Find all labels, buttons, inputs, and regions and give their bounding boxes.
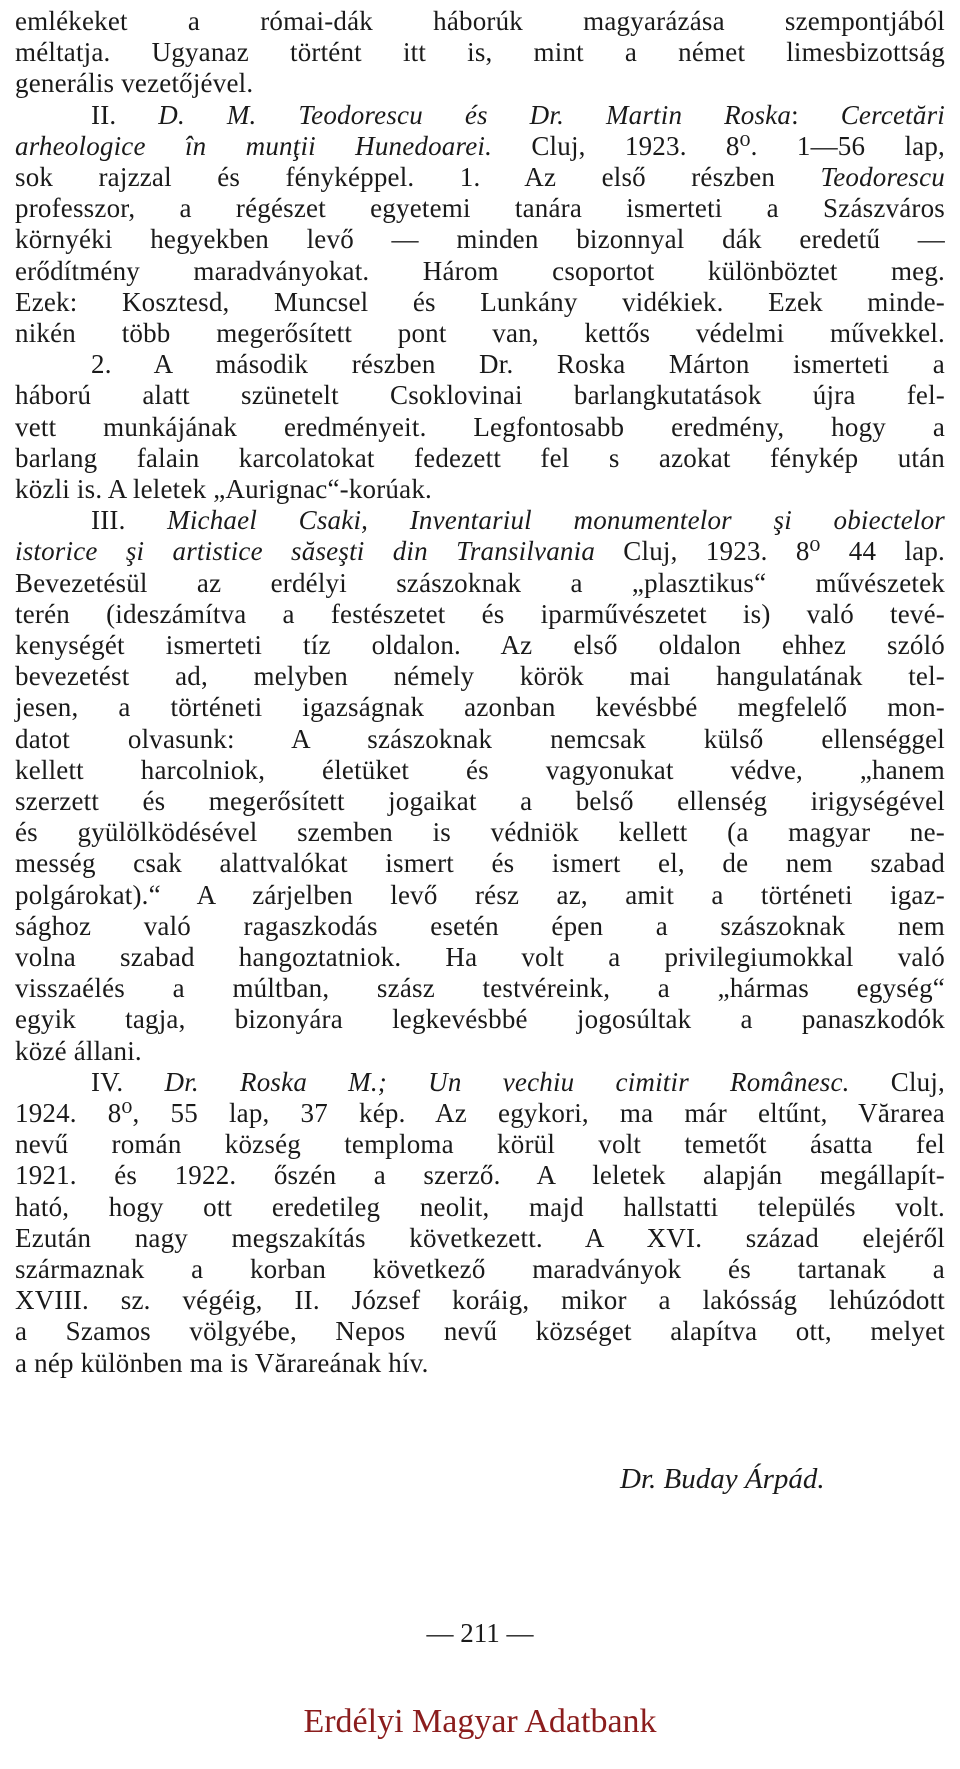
text-line — [15, 753, 945, 787]
text-line — [15, 254, 945, 288]
text-segment: egyik tagja, bizonyára legkevésbbé jogosúltak a panaszkodók — [15, 1004, 945, 1035]
text-line — [15, 534, 945, 568]
text-line — [15, 347, 945, 381]
text-line — [15, 1034, 945, 1068]
text-line — [15, 35, 945, 69]
text-segment: sok rajzzal és fényképpel. 1. Az első részben — [15, 162, 821, 192]
text-segment: 1921. és 1922. őszén a szerző. A leletek alapján megállapít- — [15, 1160, 945, 1191]
text-segment: nevű román község temploma körül volt temetőt ásatta fel — [15, 1129, 945, 1160]
text-line — [15, 1127, 945, 1161]
text-segment: datot olvasunk: A szászoknak nemcsak külső ellenséggel — [15, 723, 945, 754]
text-segment: Dr. Roska M.; Un vechiu cimitir Românesc. — [164, 1066, 850, 1097]
text-line — [15, 1283, 945, 1317]
text-line — [15, 1158, 945, 1192]
text-segment: nikén több megerősített pont van, kettős védelmi művekkel. — [15, 318, 945, 348]
text-segment: messég csak alattvalókat ismert és ismert el, de nem szabad — [15, 848, 945, 879]
text-segment: Bevezetésül az erdélyi szászoknak a „plasztikus“ művészetek — [15, 567, 945, 598]
text-line — [15, 66, 945, 100]
text-segment: Cluj, 1923. 8⁰ 44 lap. — [595, 536, 945, 567]
text-segment: sághoz való ragaszkodás esetén épen a szászoknak nem — [15, 910, 945, 941]
text-segment: II. — [91, 99, 159, 130]
text-segment: Cercetări — [840, 99, 945, 130]
text-line — [15, 597, 945, 631]
text-segment: Michael Csaki, Inventariul monumentelor şi obiectelor — [167, 505, 945, 536]
text-line — [15, 1346, 945, 1380]
text-line — [15, 628, 945, 662]
text-line — [15, 940, 945, 974]
text-segment: 1924. 8⁰, 55 lap, 37 kép. Az egykori, ma már eltűnt, Vărarea — [15, 1098, 945, 1128]
text-segment: generális vezetőjével. — [15, 68, 254, 99]
page-number: — 211 — — [426, 1618, 534, 1648]
text-line — [15, 566, 945, 600]
text-line — [15, 1252, 945, 1286]
text-segment: származnak a korban következő maradványok és tartanak a — [15, 1254, 945, 1284]
text-segment: a Szamos völgyébe, Nepos nevű községet alapítva ott, melyet — [15, 1316, 945, 1347]
text-segment: Ezután nagy megszakítás következett. A XVI. század elejéről — [15, 1222, 945, 1253]
text-segment: Ezek: Kosztesd, Muncsel és Lunkány vidékiek. Ezek minde- — [15, 286, 945, 317]
text-segment: környéki hegyekben levő — minden bizonnyal dák eredetű — — [15, 224, 945, 255]
text-segment: a nép különben ma is Vărareának hív. — [15, 1347, 429, 1378]
text-segment: közli is. A leletek „Aurignac“-korúak. — [15, 474, 432, 504]
text-segment: háború alatt szünetelt Csoklovinai barlangkutatások újra fel- — [15, 380, 945, 411]
text-line — [15, 1221, 945, 1255]
text-line — [15, 1002, 945, 1036]
text-line — [15, 1190, 945, 1224]
text-line — [15, 378, 945, 412]
text-segment: szerzett és megerősített jogaikat a belső ellenség irigységével — [15, 786, 945, 816]
text-segment: XVIII. sz. végéig, II. József koráig, mikor a lakósság lehúzódott — [15, 1285, 945, 1316]
text-segment: terén (ideszámítva a festészetet és iparművészetet is) való tevé- — [15, 598, 945, 629]
text-segment: erődítmény maradványokat. Három csoportot különböztet meg. — [15, 255, 945, 286]
text-segment: : — [791, 99, 841, 130]
text-segment: vett munkájának eredményeit. Legfontosabb eredmény, hogy a — [15, 411, 945, 442]
text-line — [15, 222, 945, 256]
text-line — [15, 878, 945, 912]
text-line — [15, 1314, 945, 1348]
text-segment: arheologice în munţii Hunedoarei. — [15, 130, 493, 161]
text-line — [15, 441, 945, 475]
text-segment: Cluj, — [849, 1066, 945, 1097]
text-line — [15, 285, 945, 319]
text-line — [15, 316, 945, 350]
text-line — [15, 971, 945, 1005]
text-segment: volna szabad hangoztatniok. Ha volt a privilegiumokkal való — [15, 942, 945, 972]
text-line — [15, 160, 945, 194]
text-segment: emlékeket a római-dák háborúk magyarázása szempontjából — [15, 6, 945, 36]
text-line — [15, 815, 945, 849]
text-segment: méltatja. Ugyanaz történt itt is, mint a német limesbizottság — [15, 37, 945, 68]
text-line — [15, 129, 945, 163]
text-line — [15, 909, 945, 943]
text-segment: közé állani. — [15, 1035, 142, 1066]
text-segment: IV. — [91, 1066, 165, 1097]
text-line — [15, 784, 945, 818]
text-segment: és gyülölködésével szemben is védniök kellett (a magyar ne- — [15, 817, 945, 848]
text-line — [15, 722, 945, 756]
text-segment: bevezetést ad, melyben némely körök mai hangulatának tel- — [15, 661, 945, 692]
text-segment: kellett harcolniok, életüket és vagyonukat védve, „hanem — [15, 754, 945, 785]
text-line — [15, 191, 945, 225]
text-line — [15, 4, 945, 38]
text-line — [15, 1065, 945, 1099]
text-segment: D. M. Teodorescu és Dr. Martin Roska — [158, 99, 792, 130]
text-segment: jesen, a történeti igazságnak azonban kevésbbé megfelelő mon- — [15, 692, 945, 723]
text-line — [15, 410, 945, 444]
text-segment: polgárokat).“ A zárjelben levő rész az, amit a történeti igaz- — [15, 879, 945, 910]
text-segment: visszaélés a múltban, szász testvéreink, a „hármas egység“ — [15, 973, 945, 1004]
text-segment: III. — [91, 505, 168, 536]
text-line — [15, 1096, 945, 1130]
text-line — [15, 690, 945, 724]
text-line — [15, 846, 945, 880]
text-segment: kenységét ismerteti tíz oldalon. Az első oldalon ehhez szóló — [15, 630, 945, 660]
text-segment: Cluj, 1923. 8⁰. 1—56 lap, — [492, 130, 945, 161]
text-segment: 2. A második részben Dr. Roska Márton ismerteti a — [91, 349, 945, 380]
text-line — [15, 98, 945, 132]
text-line — [15, 472, 945, 506]
text-segment: Teodorescu — [820, 162, 945, 192]
text-line — [15, 503, 945, 537]
text-line — [15, 659, 945, 693]
text-segment: professzor, a régészet egyetemi tanára ismerteti a Szászváros — [15, 193, 945, 224]
author-signature: Dr. Buday Árpád. — [620, 1463, 825, 1495]
text-segment: barlang falain karcolatokat fedezett fel s azokat fénykép után — [15, 442, 945, 473]
source-footer: Erdélyi Magyar Adatbank — [303, 1703, 657, 1740]
text-segment: ható, hogy ott eredetileg neolit, majd hallstatti település volt. — [15, 1191, 945, 1222]
text-segment: istorice şi artistice săseşti din Transilvania — [15, 536, 596, 567]
